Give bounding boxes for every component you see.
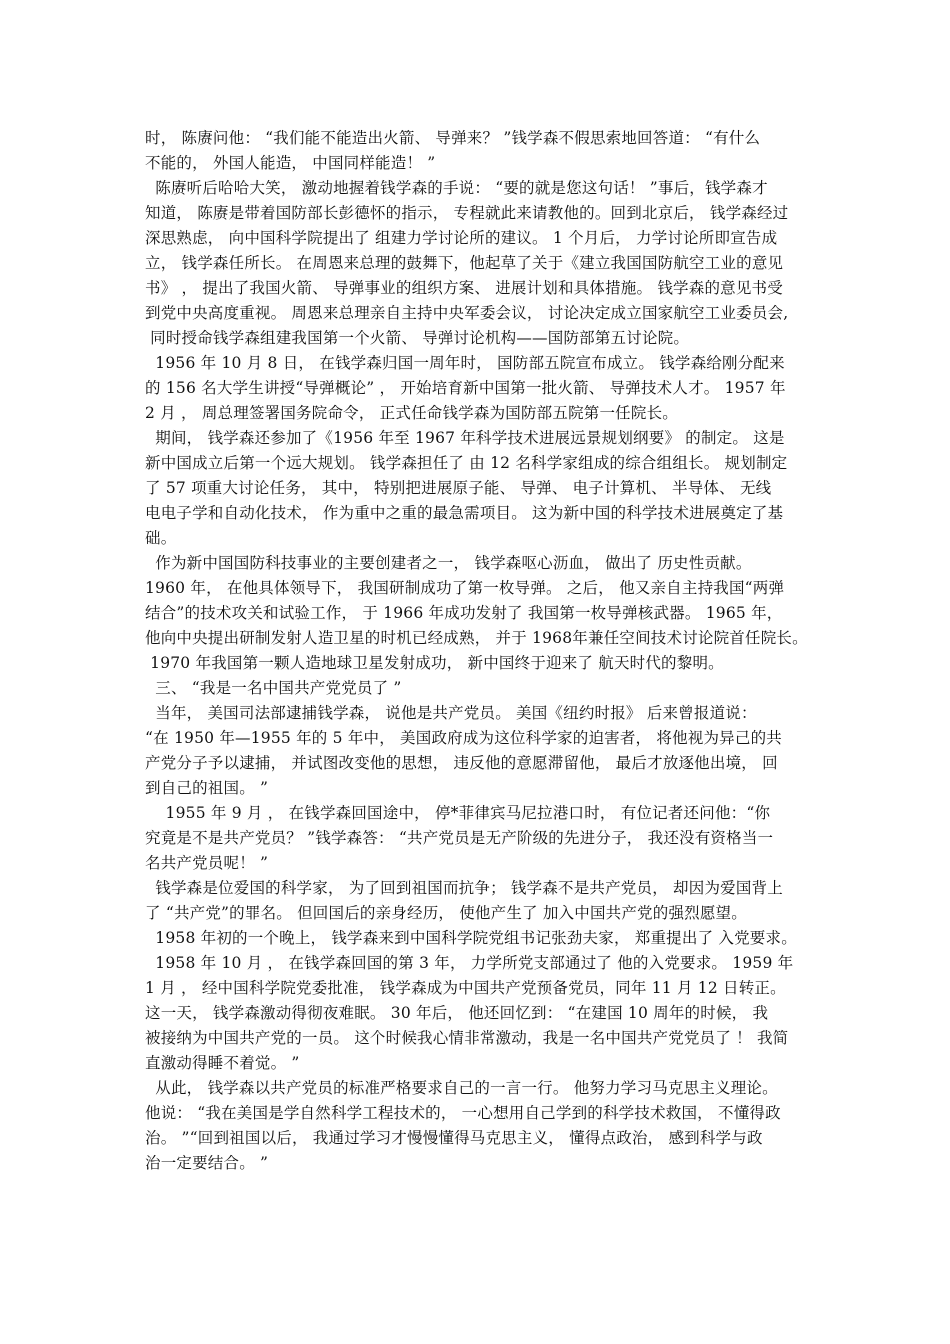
section-heading: 三、 “我是一名中国共产党党员了 ” <box>145 679 402 697</box>
text-line: 了 57 项重大讨论任务， 其中， 特别把进展原子能、 导弹、 电子计算机、 半导体、 无线 <box>145 479 772 497</box>
text-line: 究竟是不是共产党员？ ”钱学森答： “共产党员是无产阶级的先进分子， 我还没有资格当一 <box>145 829 774 847</box>
text-line: 名共产党员呢！ ” <box>145 854 269 872</box>
text-line: 新中国成立后第一个远大规划。 钱学森担任了 由 12 名科学家组成的综合组组长。 规划制定 <box>145 454 788 472</box>
text-line: 钱学森是位爱国的科学家， 为了回到祖国而抗争； 钱学森不是共产党员， 却因为爱国背上 <box>145 879 783 897</box>
text-line: 的 156 名大学生讲授“导弹概论” ， 开始培育新中国第一批火箭、 导弹技术人才。 1957 年 <box>145 379 786 397</box>
text-line: 深思熟虑， 向中国科学院提出了 组建力学讨论所的建议。 1 个月后， 力学讨论所即宣告成 <box>145 229 778 247</box>
text-line: 治。 ”“回到祖国以后， 我通过学习才慢慢懂得马克思主义， 懂得点政治， 感到科学与政 <box>145 1129 763 1147</box>
text-line: 书》 ， 提出了我国火箭、 导弹事业的组织方案、 进展计划和具体措施。 钱学森的意见书受 <box>145 279 783 297</box>
text-line: 被接纳为中国共产党的一员。 这个时候我心情非常激动，我是一名中国共产党党员了 ！ 我简 <box>145 1029 789 1047</box>
text-line: 1970 年我国第一颗人造地球卫星发射成功， 新中国终于迎来了 航天时代的黎明。 <box>145 654 724 672</box>
text-line: 1956 年 10 月 8 日， 在钱学森归国一周年时， 国防部五院宣布成立。 钱学森给刚分配来 <box>145 354 785 372</box>
text-line: 立， 钱学森任所长。 在周恩来总理的鼓舞下，他起草了关于《建立我国国防航空工业的意见 <box>145 254 784 272</box>
text-line: 产党分子予以逮捕， 并试图改变他的思想， 违反他的意愿滞留他， 最后才放逐他出境， 回 <box>145 754 778 772</box>
text-line: 这一天， 钱学森激动得彻夜难眠。 30 年后， 他还回忆到： “在建国 10 周年的时候， 我 <box>145 1004 769 1022</box>
text-line: “在 1950 年—1955 年的 5 年中， 美国政府成为这位科学家的迫害者， 将他视为异己的共 <box>145 729 782 747</box>
text-line: 结合”的技术攻关和试验工作， 于 1966 年成功发射了 我国第一枚导弹核武器。 1965 年， <box>145 604 783 622</box>
text-line: 础。 <box>145 529 177 547</box>
text-line: 期间， 钱学森还参加了《1956 年至 1967 年科学技术进展远景规划纲要》 的制定。 这是 <box>145 429 785 447</box>
text-line: 1 月 ， 经中国科学院党委批准， 钱学森成为中国共产党预备党员，同年 11 月 12 日转正。 <box>145 979 786 997</box>
text-line: 时， 陈赓问他： “我们能不能造出火箭、 导弹来？ ”钱学森不假思索地回答道： “有什么 <box>145 129 761 147</box>
text-line: 当年， 美国司法部逮捕钱学森， 说他是共产党员。 美国《纽约时报》 后来曾报道说： <box>145 704 757 722</box>
text-line: 电电子学和自动化技术， 作为重中之重的最急需项目。 这为新中国的科学技术进展奠定了基 <box>145 504 784 522</box>
text-line: 陈赓听后哈哈大笑， 激动地握着钱学森的手说： “要的就是您这句话！ ”事后，钱学森才 <box>145 179 768 197</box>
text-line: 1958 年初的一个晚上， 钱学森来到中国科学院党组书记张劲夫家， 郑重提出了 入党要求。 <box>145 929 797 947</box>
text-line: 他说： “我在美国是学自然科学工程技术的， 一心想用自己学到的科学技术救国， 不懂得政 <box>145 1104 781 1122</box>
text-line: 到自己的祖国。 ” <box>145 779 269 797</box>
text-line: 治一定要结合。 ” <box>145 1154 269 1172</box>
text-line: 1960 年， 在他具体领导下， 我国研制成功了第一枚导弹。 之后， 他又亲自主持我国“两弹 <box>145 579 785 597</box>
text-line: 从此， 钱学森以共产党员的标准严格要求自己的一言一行。 他努力学习马克思主义理论。 <box>145 1079 778 1097</box>
text-line: 知道， 陈赓是带着国防部长彭德怀的指示， 专程就此来请教他的。回到北京后， 钱学森经过 <box>145 204 789 222</box>
text-line: 了 “共产党”的罪名。 但回国后的亲身经历， 使他产生了 加入中国共产党的强烈愿望。 <box>145 904 747 922</box>
text-line: 到党中央高度重视。 周恩来总理亲自主持中央军委会议， 讨论决定成立国家航空工业委员会, <box>145 304 789 322</box>
text-line: 2 月 ， 周总理签署国务院命令， 正式任命钱学森为国防部五院第一任院长。 <box>145 404 678 422</box>
text-line: 同时授命钱学森组建我国第一个火箭、 导弹讨论机构——国防部第五讨论院。 <box>145 329 690 347</box>
text-line: 1958 年 10 月 ， 在钱学森回国的第 3 年， 力学所党支部通过了 他的入党要求。 1959 年 <box>145 954 794 972</box>
text-line: 他向中央提出研制发射人造卫星的时机已经成熟， 并于 1968年兼任空间技术讨论院首任院长。 <box>145 629 808 647</box>
text-line: 作为新中国国防科技事业的主要创建者之一， 钱学森呕心沥血， 做出了 历史性贡献。 <box>145 554 752 572</box>
text-line: 1955 年 9 月 ， 在钱学森回国途中， 停*菲律宾马尼拉港口时， 有位记者还问他：“你 <box>145 804 771 822</box>
text-line: 直激动得睡不着觉。 ” <box>145 1054 300 1072</box>
text-line: 不能的， 外国人能造， 中国同样能造！ ” <box>145 154 436 172</box>
